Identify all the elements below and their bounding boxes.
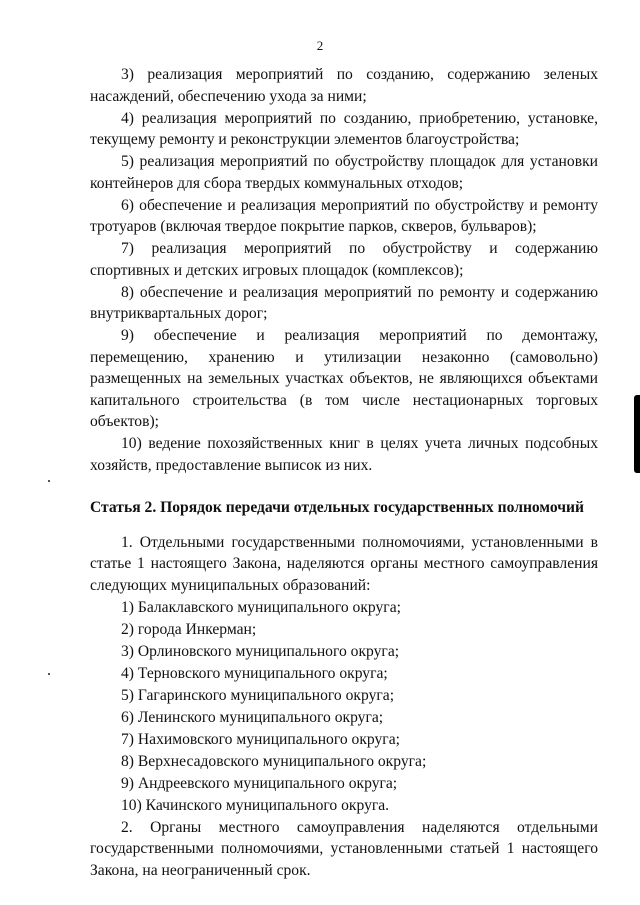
municipality-item: 4) Терновского муниципального округа; (121, 664, 388, 682)
municipality-item: 7) Нахимовского муниципального округа; (121, 730, 400, 748)
article-2-heading: Статья 2. Порядок передачи отдельных государственных полномочий (90, 499, 584, 516)
municipality-item: 6) Ленинского муниципального округа; (121, 708, 384, 726)
paragraph-item-6: 6) обеспечение и реализация мероприятий по обустройству и ремонту тротуаров (включая твердое покрытие парков, скверов, бульваров); (90, 196, 598, 235)
scan-speck (48, 673, 50, 675)
page-number: 2 (316, 38, 324, 53)
scan-speck (48, 480, 50, 482)
municipality-item: 9) Андреевского муниципального округа; (121, 774, 398, 792)
municipality-item: 3) Орлиновского муниципального округа; (121, 642, 400, 660)
paragraph-item-5: 5) реализация мероприятий по обустройству площадок для установки контейнеров для сбора твердых коммунальных отходов; (90, 153, 598, 192)
municipality-item: 1) Балаклавского муниципального округа; (121, 598, 401, 616)
paragraph-item-3: 3) реализация мероприятий по созданию, содержанию зеленых насаждений, обеспечению ухода за ними; (90, 66, 598, 105)
article-2-closing: 2. Органы местного самоуправления наделяются отдельными государственными полномочиями, установленными статьей 1 настоящего Закона, на неограниченный срок. (90, 818, 598, 879)
municipality-item: 8) Верхнесадовского муниципального округа; (121, 752, 427, 770)
municipality-item: 10) Качинского муниципального округа. (121, 796, 390, 814)
paragraph-item-4: 4) реализация мероприятий по созданию, приобретению, установке, текущему ремонту и реконструкции элементов благоустройства; (90, 109, 598, 148)
scan-edge-mark (634, 395, 640, 473)
article-2-intro: 1. Отдельными государственными полномочиями, установленными в статье 1 настоящего Закона, наделяются органы местного самоуправления следующих муниципальных образований: (90, 533, 598, 594)
paragraph-item-8: 8) обеспечение и реализация мероприятий по ремонту и содержанию внутриквартальных дорог; (90, 283, 598, 322)
paragraph-item-9: 9) обеспечение и реализация мероприятий по демонтажу, перемещению, хранению и утилизации незаконно (самовольно) размещенных на земельных участках объектов, не являющихся объектами капитального строительства (в том числе нестационарных торговых объектов); (90, 327, 598, 430)
document-body (90, 64, 598, 882)
municipality-item: 2) города Инкерман; (121, 620, 257, 638)
municipality-item: 5) Гагаринского муниципального округа; (121, 686, 395, 704)
paragraph-item-7: 7) реализация мероприятий по обустройству и содержанию спортивных и детских игровых площадок (комплексов); (90, 240, 598, 279)
paragraph-item-10: 10) ведение похозяйственных книг в целях учета личных подсобных хозяйств, предоставление выписок из них. (90, 435, 598, 474)
